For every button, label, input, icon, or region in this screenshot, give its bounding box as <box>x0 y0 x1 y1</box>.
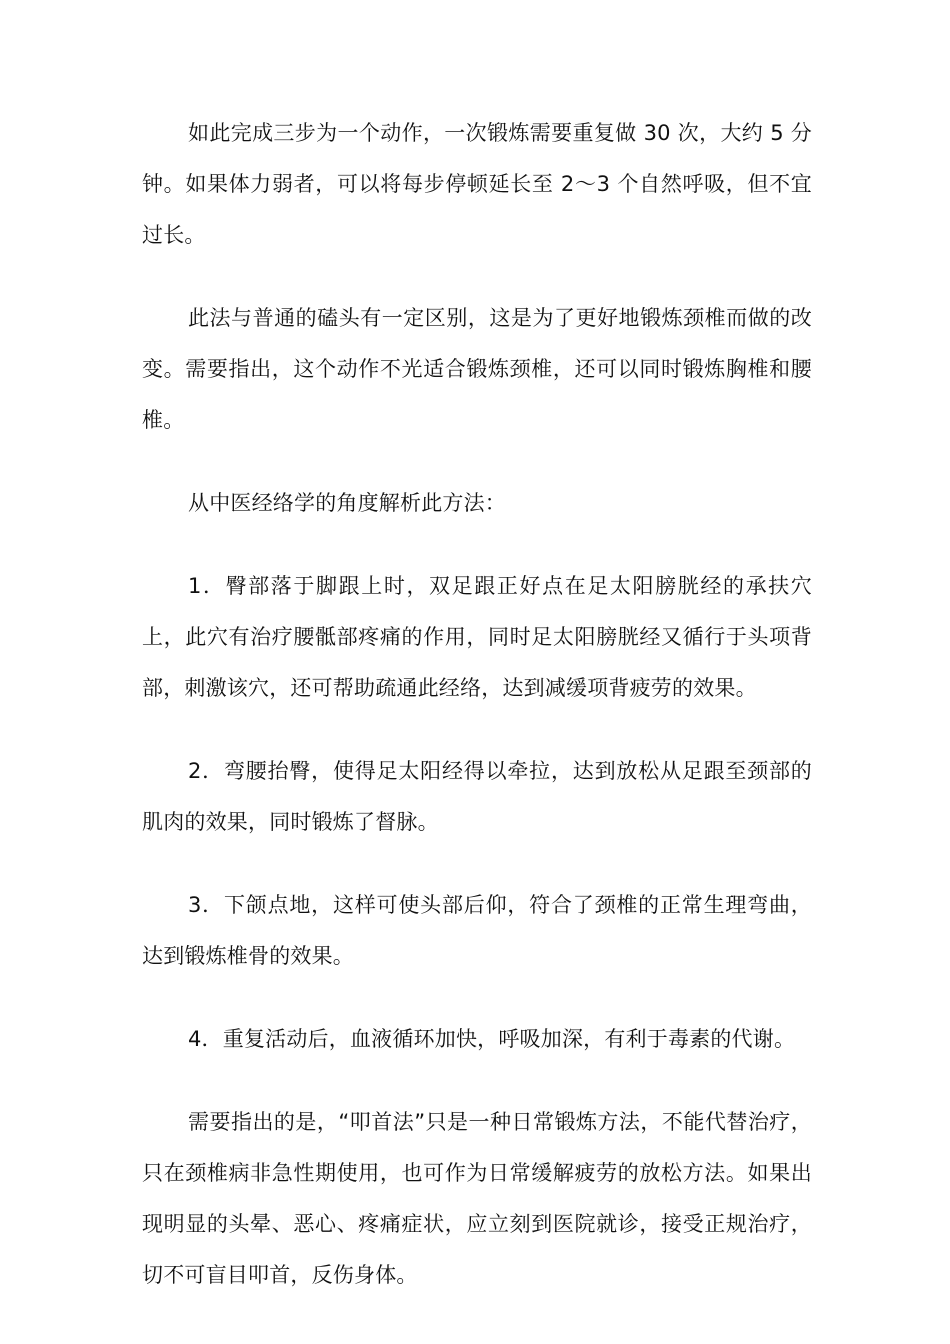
paragraph-difference-from-kowtow: 此法与普通的磕头有一定区别，这是为了更好地锻炼颈椎而做的改变。需要指出，这个动作不光适合锻炼颈椎，还可以同时锻炼胸椎和腰椎。 <box>142 306 812 432</box>
document-body <box>142 108 812 1301</box>
paragraph-point-3: 3．下颌点地，这样可使头部后仰，符合了颈椎的正常生理弯曲，达到锻炼椎骨的效果。 <box>142 893 812 968</box>
paragraph-point-1: 1．臀部落于脚跟上时，双足跟正好点在足太阳膀胱经的承扶穴上，此穴有治疗腰骶部疼痛的作用，同时足太阳膀胱经又循行于头项背部，刺激该穴，还可帮助疏通此经络，达到减缓项背疲劳的效果。 <box>142 574 812 700</box>
paragraph-exercise-repetition: 如此完成三步为一个动作，一次锻炼需要重复做 30 次，大约 5 分钟。如果体力弱者，可以将每步停顿延长至 2～3 个自然呼吸，但不宜过长。 <box>142 121 812 247</box>
paragraph-tcm-analysis-intro: 从中医经络学的角度解析此方法： <box>188 491 506 515</box>
paragraph-point-2: 2．弯腰抬臀，使得足太阳经得以牵拉，达到放松从足跟至颈部的肌肉的效果，同时锻炼了督脉。 <box>142 759 812 834</box>
paragraph-caution: 需要指出的是，“叩首法”只是一种日常锻炼方法，不能代替治疗，只在颈椎病非急性期使用，也可作为日常缓解疲劳的放松方法。如果出现明显的头晕、恶心、疼痛症状，应立刻到医院就诊，接受正规治疗，切不可盲目叩首，反伤身体。 <box>142 1110 812 1287</box>
paragraph-point-4: 4．重复活动后，血液循环加快，呼吸加深，有利于毒素的代谢。 <box>188 1027 796 1051</box>
